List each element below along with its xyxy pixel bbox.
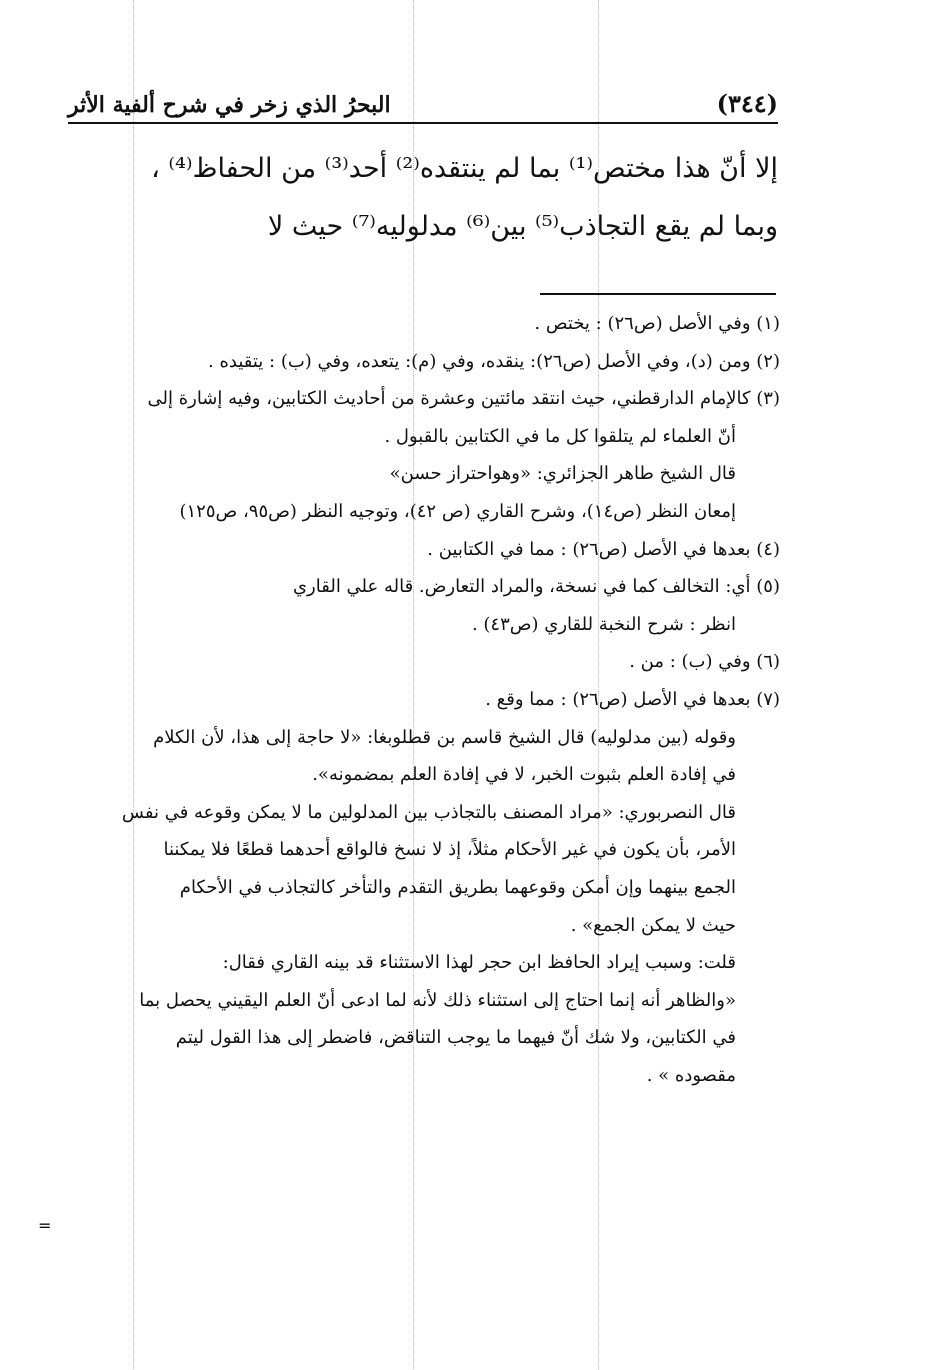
footnote-separator (540, 293, 776, 295)
footnote-7-commentary: «والظاهر أنه إنما احتاج إلى استثناء ذلك لأنه لما ادعى أنّ العلم اليقيني يحصل بما (139, 989, 736, 1011)
footnote-7: (٧) بعدها في الأصل (ص٢٦) : مما وقع . (485, 688, 780, 710)
footnote-7-commentary: الجمع بينهما وإن أمكن وقوعهما بطريق التقدم والتأخر كالتجاذب في الأحكام (179, 876, 736, 898)
footnote-1: (١) وفي الأصل (ص٢٦) : يختص . (534, 313, 780, 334)
footnote-7-commentary: وقوله (بين مدلوليه) قال الشيخ قاسم بن قطلوبغا: «لا حاجة إلى هذا، لأن الكلام (153, 726, 736, 748)
footnote-3-continued: أنّ العلماء لم يتلقوا كل ما في الكتابين بالقبول . (384, 425, 736, 447)
main-text-line: إلا أنّ هذا مختص⁽¹⁾ بما لم ينتقده⁽²⁾ أحد⁽³⁾ من الحفاظ⁽⁴⁾ ، (151, 153, 778, 184)
footnote-5-reference: انظر : شرح النخبة للقاري (ص٤٣) . (471, 613, 736, 635)
footnote-4: (٤) بعدها في الأصل (ص٢٦) : مما في الكتابين . (427, 538, 780, 560)
footnote-2: (٢) ومن (د)، وفي الأصل (ص٢٦): ينقده، وفي (م): يتعده، وفي (ب) : يتقيده . (208, 350, 780, 372)
page-number: (٣٤٤) (716, 89, 778, 118)
main-text-line: وبما لم يقع التجاذب⁽⁵⁾ بين⁽⁶⁾ مدلوليه⁽⁷⁾ حيث لا (267, 211, 778, 242)
footnote-3-quote: قال الشيخ طاهر الجزائري: «وهواحتراز حسن» (389, 463, 736, 485)
footnote-3-references: إمعان النظر (ص١٤)، وشرح القاري (ص ٤٢)، وتوجيه النظر (ص٩٥، ص١٢٥) (179, 500, 736, 522)
footnote-7-commentary: مقصوده » . (646, 1064, 736, 1086)
footnote-3: (٣) كالإمام الدارقطني، حيث انتقد مائتين وعشرة من أحاديث الكتابين، وفيه إشارة إلى (147, 388, 780, 410)
footnote-7-commentary: قال النصربوري: «مراد المصنف بالتجاذب بين المدلولين ما لا يمكن وقوعه في نفس (121, 801, 736, 823)
page-header (68, 78, 778, 124)
footnote-7-commentary: الأمر، بأن يكون في غير الأحكام مثلاً، إذ لا نسخ فالواقع أحدهما قطعًا فلا يمكننا (163, 839, 736, 861)
footnote-7-commentary: في إفادة العلم بثبوت الخبر، لا في إفادة العلم بمضمونه». (312, 764, 736, 786)
footnotes (68, 305, 780, 1094)
footnote-7-commentary: قلت: وسبب إيراد الحافظ ابن حجر لهذا الاستثناء قد بينه القاري فقال: (222, 952, 736, 974)
footnote-6: (٦) وفي (ب) : من . (629, 651, 780, 673)
footnote-5: (٥) أي: التخالف كما في نسخة، والمراد التعارض. قاله علي القاري (292, 576, 780, 598)
book-title: البحرُ الذي زخر في شرح ألفية الأثر (68, 92, 391, 118)
footnote-7-commentary: في الكتابين، ولا شك أنّ فيهما ما يوجب التناقض، فاضطر إلى هذا القول ليتم (175, 1027, 736, 1049)
footnote-7-commentary: حيث لا يمكن الجمع» . (570, 914, 736, 936)
margin-marker: = (38, 1216, 52, 1235)
main-text (68, 140, 778, 256)
